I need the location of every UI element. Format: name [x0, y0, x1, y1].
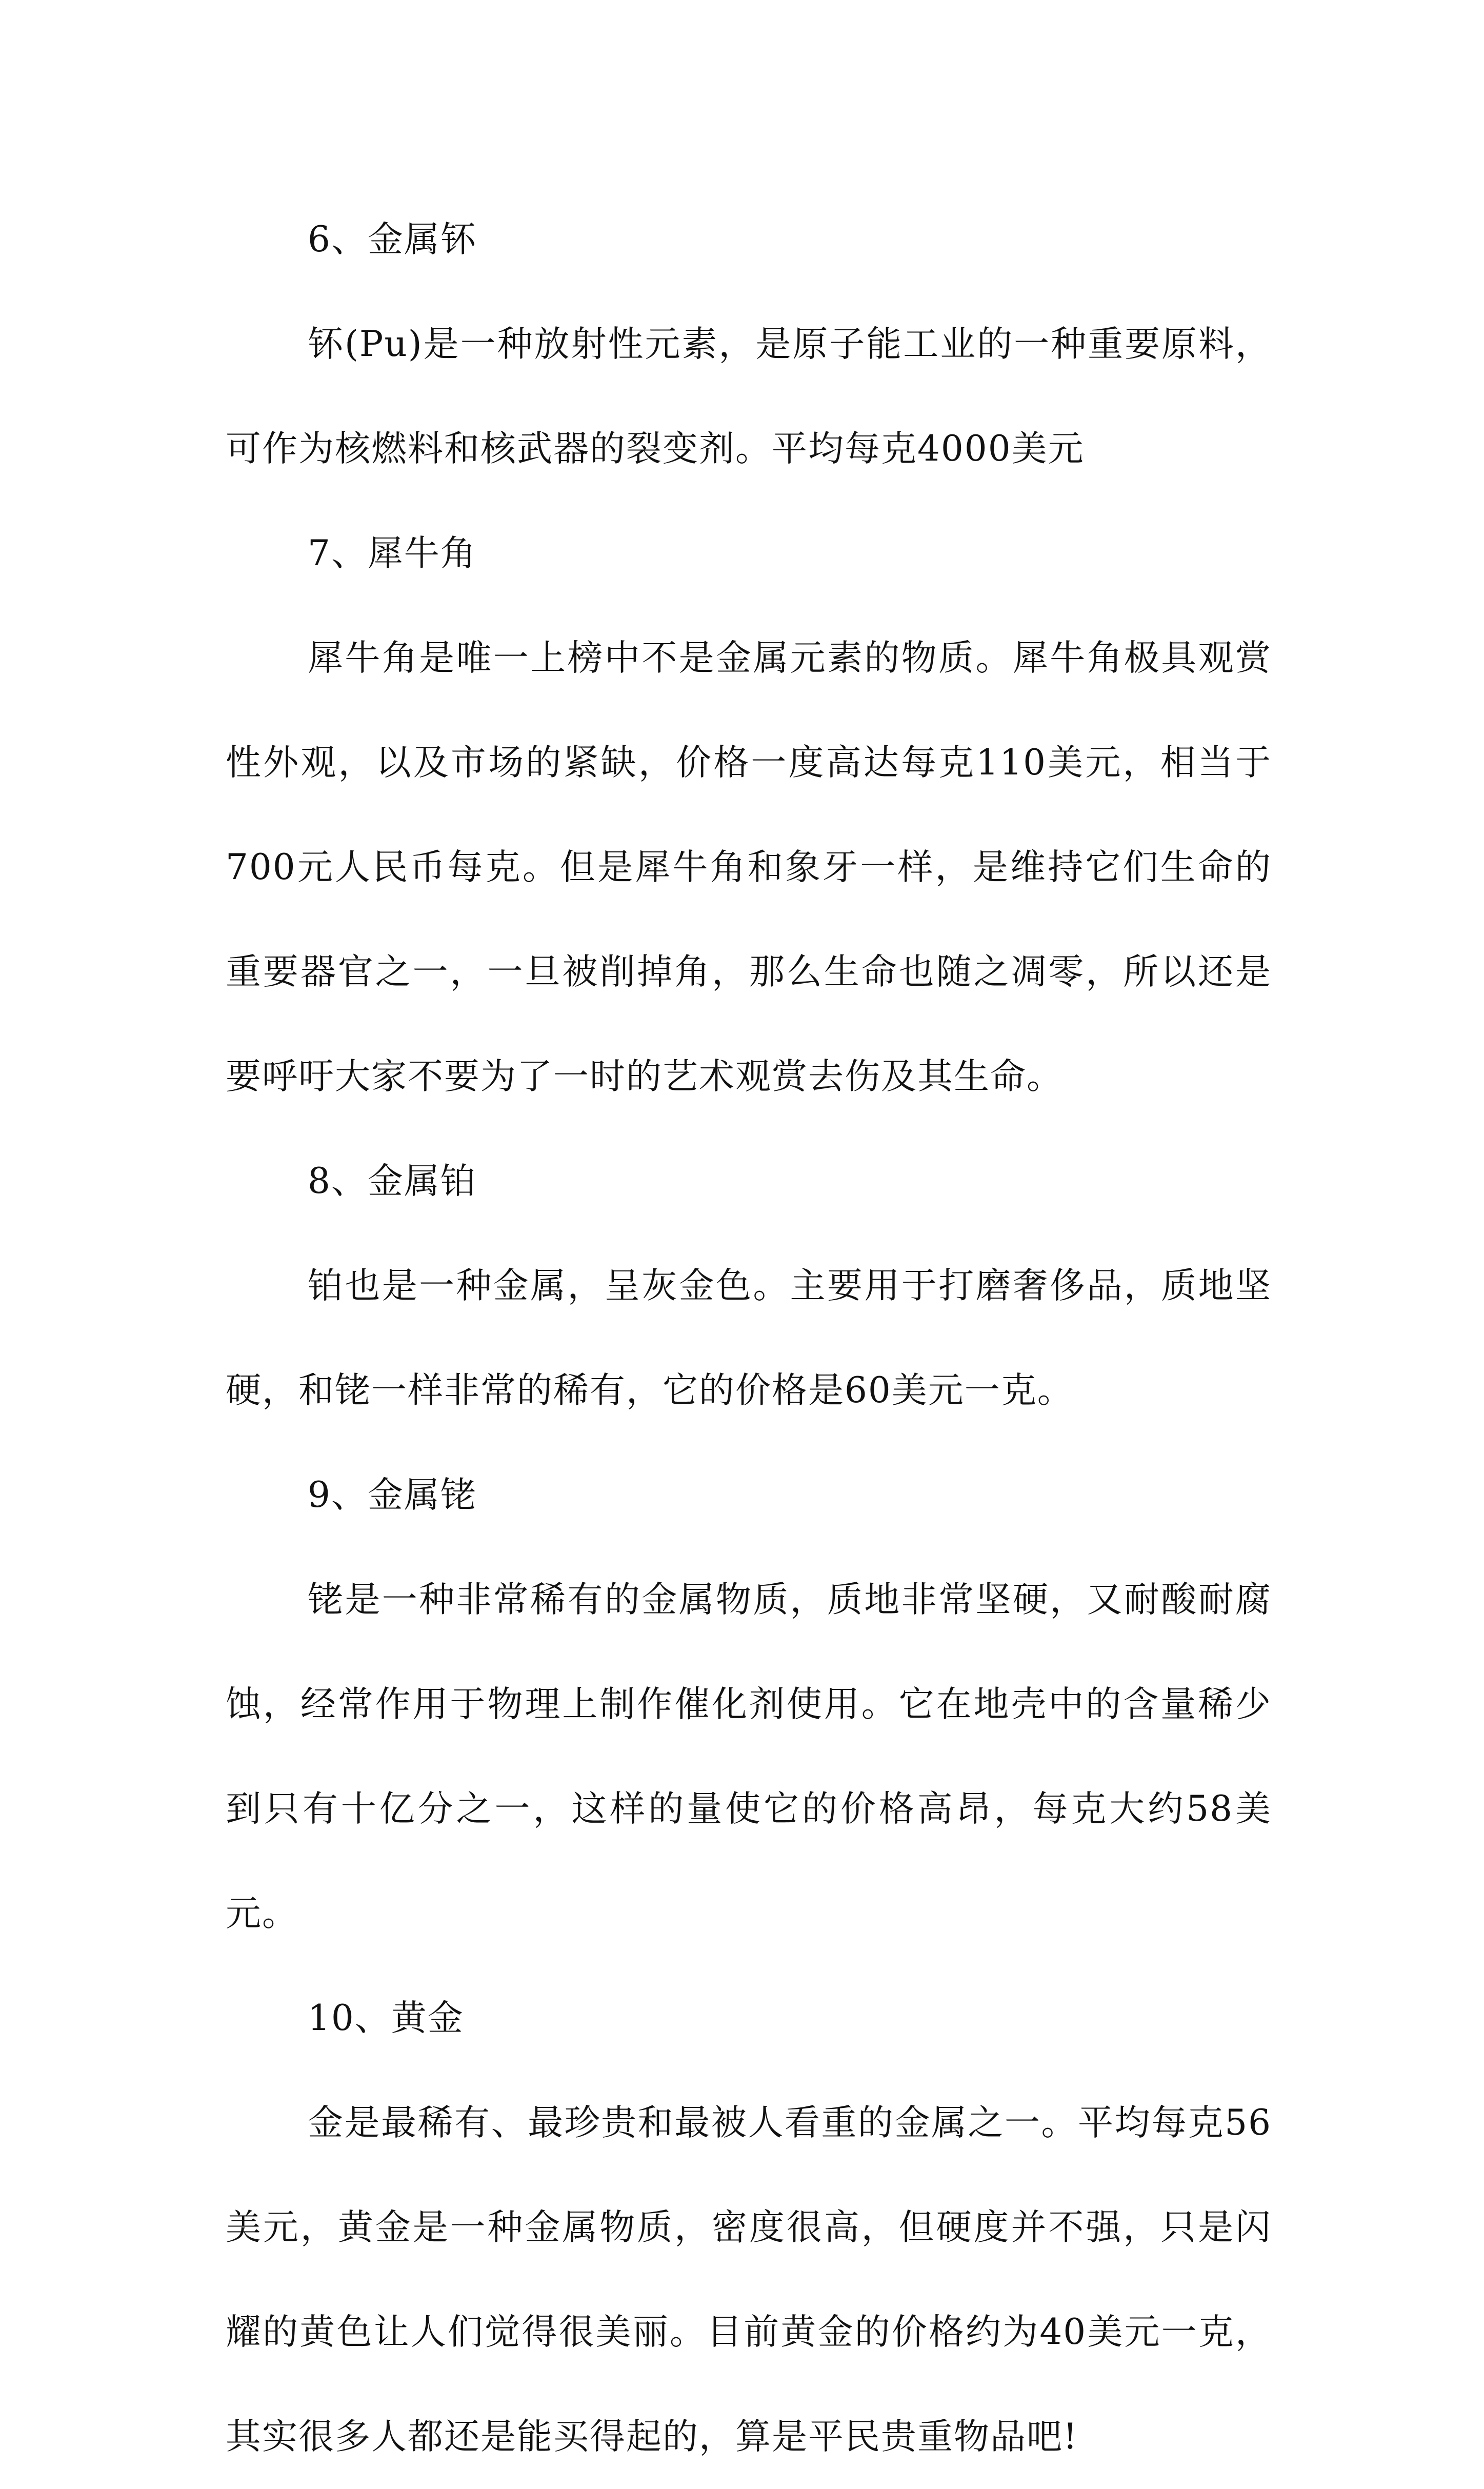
section-paragraph-plutonium: 钚(Pu)是一种放射性元素，是原子能工业的一种重要原料，可作为核燃料和核武器的裂变剂。平均每克4000美元 [226, 324, 1272, 469]
section-paragraph-rhino-horn: 犀牛角是唯一上榜中不是金属元素的物质。犀牛角极具观赏性外观，以及市场的紧缺，价格一度高达每克110美元，相当于700元人民币每克。但是犀牛角和象牙一样，是维持它们生命的重要器官之一，一旦被削掉角，那么生命也随之凋零，所以还是要呼吁大家不要为了一时的艺术观赏去伤及其生命。 [226, 638, 1272, 1097]
section-heading-rhodium: 9、金属铑 [308, 1475, 477, 1516]
section-paragraph-gold: 金是最稀有、最珍贵和最被人看重的金属之一。平均每克56美元，黄金是一种金属物质，密度很高，但硬度并不强，只是闪耀的黄色让人们觉得很美丽。目前黄金的价格约为40美元一克，其实很多人都还是能买得起的，算是平民贵重物品吧! [226, 2102, 1272, 2457]
section-paragraph-rhodium: 铑是一种非常稀有的金属物质，质地非常坚硬，又耐酸耐腐蚀，经常作用于物理上制作催化剂使用。它在地壳中的含量稀少到只有十亿分之一，这样的量使它的价格高昂，每克大约58美元。 [226, 1579, 1272, 1934]
section-paragraph-platinum: 铂也是一种金属，呈灰金色。主要用于打磨奢侈品，质地坚硬，和铑一样非常的稀有，它的价格是60美元一克。 [226, 1265, 1272, 1411]
section-heading-platinum: 8、金属铂 [308, 1161, 477, 1202]
article-body [226, 187, 1272, 2489]
section-heading-plutonium: 6、金属钚 [308, 219, 477, 260]
section-heading-rhino-horn: 7、犀牛角 [308, 533, 477, 574]
section-heading-gold: 10、黄金 [308, 1998, 464, 2039]
